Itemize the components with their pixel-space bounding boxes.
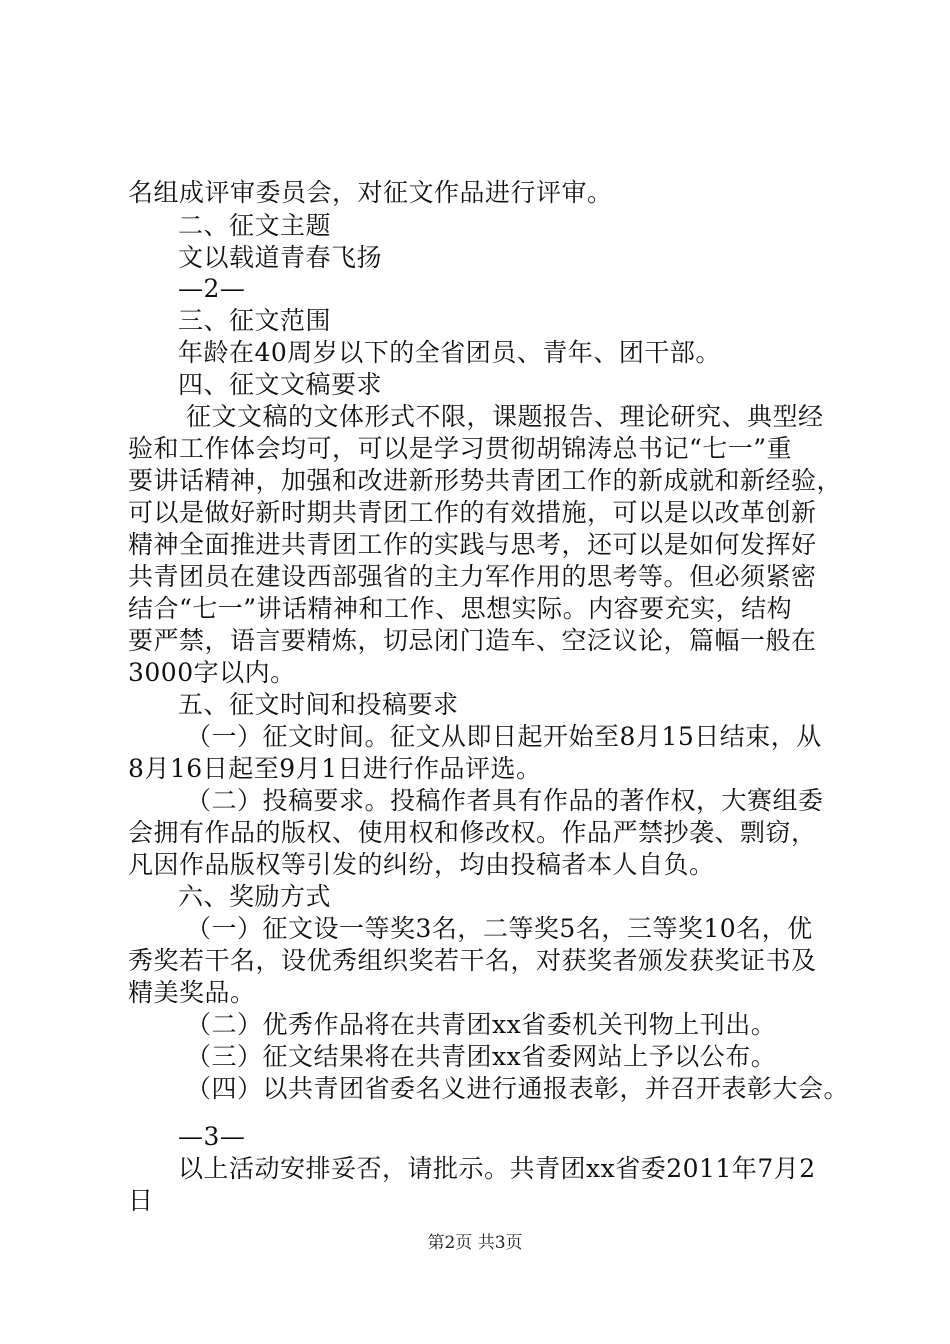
text-line: 验和工作体会均可，可以是学习贯彻胡锦涛总书记“七一”重: [128, 434, 793, 463]
text-line: 秀奖若干名，设优秀组织奖若干名，对获奖者颁发获奖证书及: [128, 946, 817, 975]
section-heading: 五、征文时间和投稿要求: [178, 690, 459, 719]
text-line: 精美奖品。: [128, 978, 256, 1007]
text-line: 要讲话精神，加强和改进新形势共青团工作的新成就和新经验，: [128, 466, 843, 495]
text-line: 以上活动安排妥否，请批示。共青团xx省委2011年7月2: [178, 1154, 816, 1183]
page-marker: —3—: [178, 1122, 246, 1151]
text-line: 会拥有作品的版权、使用权和修改权。作品严禁抄袭、剽窃，: [128, 818, 817, 847]
text-line: （三）征文结果将在共青团xx省委网站上予以公布。: [186, 1042, 777, 1071]
text-line: 文以载道青春飞扬: [178, 243, 383, 272]
text-line: 结合“七一”讲话精神和工作、思想实际。内容要充实，结构: [128, 594, 793, 623]
text-line: 可以是做好新时期共青团工作的有效措施，可以是以改革创新: [128, 498, 817, 527]
text-line: 要严禁，语言要精炼，切忌闭门造车、空泛议论，篇幅一般在: [128, 626, 817, 655]
text-line: （一）征文设一等奖3名，二等奖5名，三等奖10名，优: [186, 914, 813, 943]
section-heading: 四、征文文稿要求: [178, 370, 383, 399]
text-line: 年龄在40周岁以下的全省团员、青年、团干部。: [178, 338, 721, 367]
text-line: 共青团员在建设西部强省的主力军作用的思考等。但必须紧密: [128, 562, 817, 591]
page-marker: —2—: [178, 274, 246, 303]
text-line: （一）征文时间。征文从即日起开始至8月15日结束，从: [186, 722, 822, 751]
page-footer: 第2页 共3页: [427, 1233, 523, 1253]
section-heading: 三、征文范围: [178, 306, 332, 335]
text-line: （二）优秀作品将在共青团xx省委机关刊物上刊出。: [186, 1010, 777, 1039]
text-line: （四）以共青团省委名义进行通报表彰，并召开表彰大会。: [186, 1074, 850, 1103]
text-line: 3000字以内。: [128, 658, 296, 687]
section-heading: 六、奖励方式: [178, 882, 332, 911]
text-line: 8月16日起至9月1日进行作品评选。: [128, 754, 542, 783]
text-line: 精神全面推进共青团工作的实践与思考，还可以是如何发挥好: [128, 530, 817, 559]
text-line: 日: [128, 1186, 154, 1215]
text-line: 征文文稿的文体形式不限，课题报告、理论研究、典型经: [186, 402, 824, 431]
text-line: （二）投稿要求。投稿作者具有作品的著作权，大赛组委: [186, 786, 824, 815]
text-line: 名组成评审委员会，对征文作品进行评审。: [128, 178, 613, 207]
section-heading: 二、征文主题: [178, 211, 332, 240]
text-line: 凡因作品版权等引发的纠纷，均由投稿者本人自负。: [128, 850, 715, 879]
